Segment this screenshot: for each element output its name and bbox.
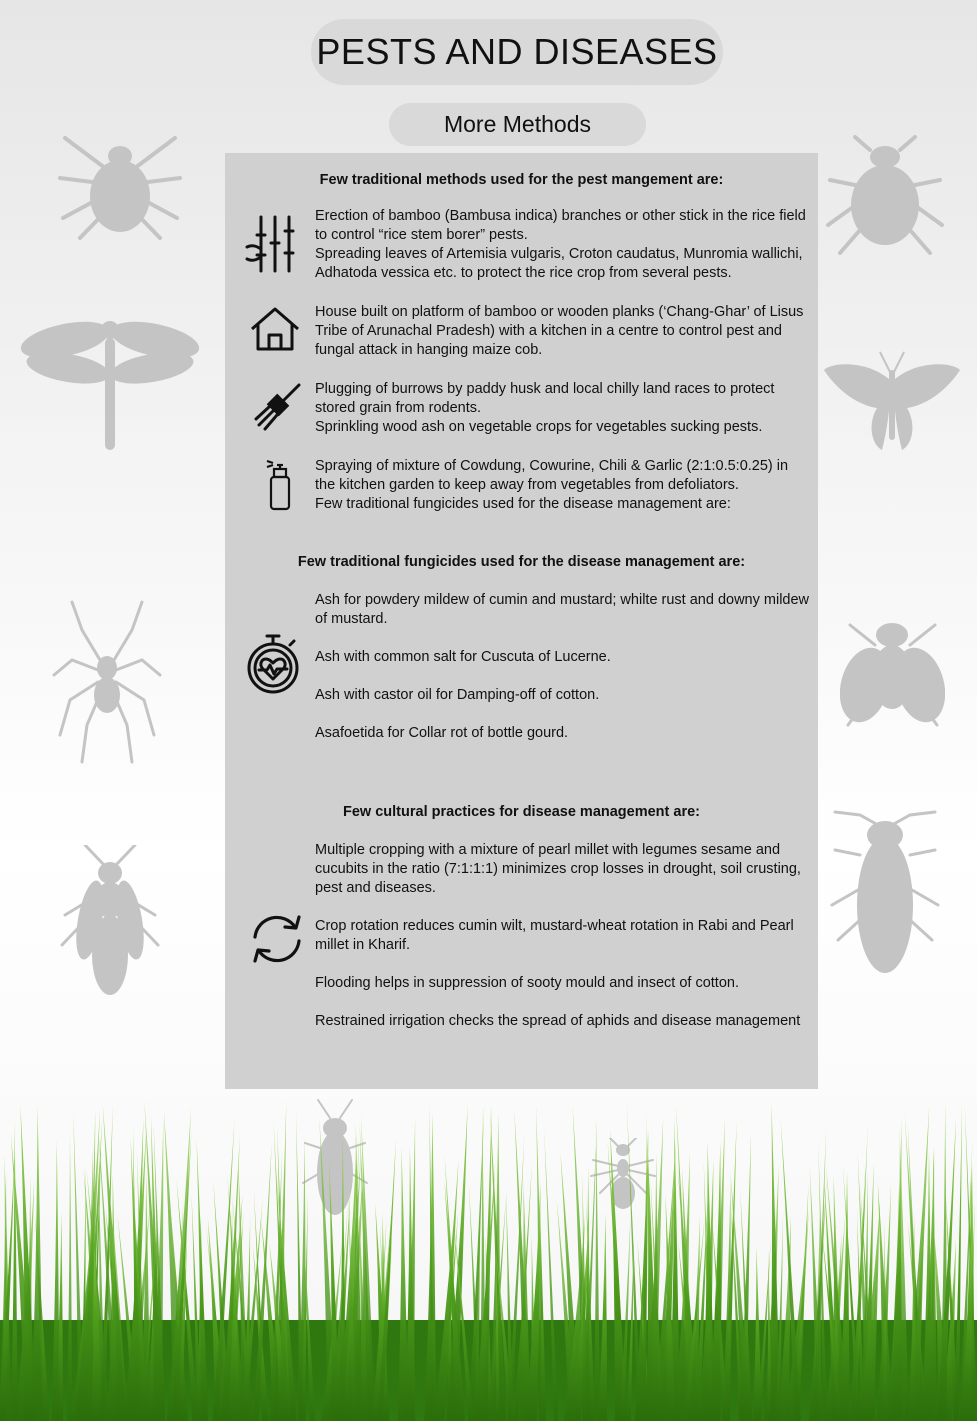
fungicide-section-heading: Few traditional fungicides used for the disease management are:: [297, 554, 746, 570]
cultural-list: [315, 841, 810, 1031]
page-title: PESTS AND DISEASES: [311, 19, 723, 85]
cockroach-silhouette-icon: [830, 810, 940, 975]
item-text: House built on platform of bamboo or wooden planks (‘Chang-Ghar’ of Lisus Tribe of Arunachal Pradesh) with a kitchen in a centre to control pest and fungal attack in hanging maize cob.: [315, 304, 804, 358]
spider-silhouette-icon: [52, 600, 162, 765]
list-item: Restrained irrigation checks the spread of aphids and disease management: [315, 1013, 801, 1029]
pest-section-heading: Few traditional methods used for the pest mangement are:: [319, 172, 724, 188]
heart-stopwatch-icon: [245, 633, 301, 695]
cultural-section-heading: Few cultural practices for disease management are:: [343, 804, 700, 820]
wasp-silhouette-icon: [60, 845, 160, 1010]
beetle-silhouette-icon: [825, 135, 945, 255]
spray-bottle-icon: [265, 459, 295, 511]
tick-silhouette-icon: [55, 128, 185, 243]
list-item: Ash for powdery mildew of cumin and mustard; whilte rust and downy mildew of mustard.: [315, 592, 810, 627]
pest-item-bamboo: [315, 207, 810, 283]
item-text: Sprinkling wood ash on vegetable crops for vegetables sucking pests.: [315, 419, 763, 435]
fly-silhouette-icon: [840, 615, 945, 730]
section-subtitle: More Methods: [389, 103, 646, 146]
brush-icon: [253, 381, 303, 431]
pest-item-brush: [315, 380, 810, 437]
pest-item-spray: [315, 457, 810, 514]
grass-border: [0, 1090, 977, 1421]
dragonfly-silhouette-icon: [20, 300, 200, 450]
list-item: Ash with common salt for Cuscuta of Lucerne.: [315, 649, 611, 665]
item-text: Few traditional fungicides used for the disease management are:: [315, 496, 731, 512]
bamboo-icon: [245, 213, 299, 275]
item-text: Erection of bamboo (Bambusa indica) branches or other stick in the rice field to control “rice stem borer” pests.: [315, 208, 806, 243]
rotation-arrows-icon: [247, 911, 307, 967]
fungicide-list: [315, 591, 810, 743]
list-item: Ash with castor oil for Damping-off of cotton.: [315, 687, 600, 703]
list-item: Flooding helps in suppression of sooty mould and insect of cotton.: [315, 975, 739, 991]
item-text: Spreading leaves of Artemisia vulgaris, Croton caudatus, Munromia wallichi, Adhatoda vessica etc. to protect the rice crop from several pests.: [315, 246, 803, 281]
item-text: Spraying of mixture of Cowdung, Cowurine, Chili & Garlic (2:1:0.5:0.25) in the kitchen garden to keep away from vegetables from defoliators.: [315, 458, 789, 493]
house-icon: [249, 305, 301, 353]
list-item: Asafoetida for Collar rot of bottle gourd.: [315, 725, 569, 741]
butterfly-silhouette-icon: [822, 350, 962, 455]
pest-item-house: [315, 303, 810, 360]
list-item: Crop rotation reduces cumin wilt, mustard-wheat rotation in Rabi and Pearl millet in Kharif.: [315, 918, 794, 953]
list-item: Multiple cropping with a mixture of pearl millet with legumes sesame and cucubits in the ratio (7:1:1:1) minimizes crop losses in drought, soil crusting, pest and diseases.: [315, 842, 801, 896]
content-panel: [225, 153, 818, 1089]
item-text: Plugging of burrows by paddy husk and local chilly land races to protect stored grain from rodents.: [315, 381, 775, 416]
